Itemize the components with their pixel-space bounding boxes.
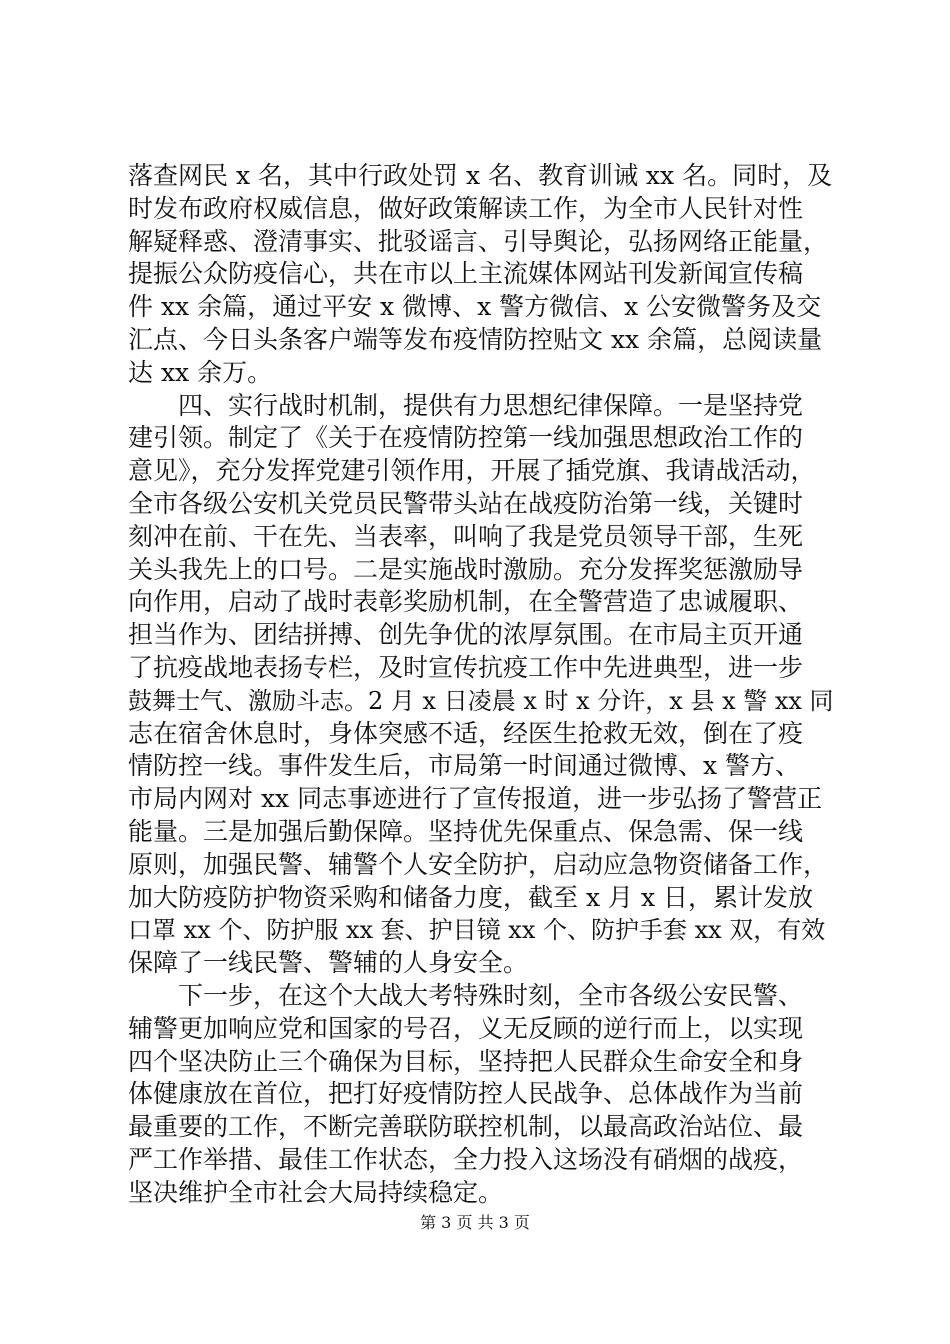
text-line: 了抗疫战地表扬专栏，及时宣传抗疫工作中先进典型，进一步 (128, 652, 804, 682)
text-line: 加大防疫防护物资采购和储备力度，截至 x 月 x 日，累计发放 (128, 882, 813, 912)
text-line: 严工作举措、最佳工作状态，全力投入这场没有硝烟的战疫， (128, 1144, 804, 1174)
text-line: 向作用，启动了战时表彰奖励机制，在全警营造了忠诚履职、 (128, 587, 804, 617)
text-line: 担当作为、团结拼搏、创先争优的浓厚氛围。在市局主页开通 (128, 620, 804, 650)
text-line: 市局内网对 xx 同志事迹进行了宣传报道，进一步弘扬了警营正 (128, 784, 823, 814)
text-line: 下一步，在这个大战大考特殊时刻，全市各级公安民警、 (128, 980, 804, 1010)
text-line: 件 xx 余篇，通过平安 x 微博、x 警方微信、x 公安微警务及交 (128, 292, 822, 322)
text-line: 达 xx 余万。 (128, 357, 273, 387)
text-line: 全市各级公安机关党员民警带头站在战疫防治第一线，关键时 (128, 488, 804, 518)
document-body (128, 160, 838, 1210)
page-footer: 第 3 页 共 3 页 (420, 1213, 530, 1232)
text-line: 志在宿舍休息时，身体突感不适，经医生抢救无效，倒在了疫 (128, 718, 804, 748)
text-line: 时发布政府权威信息，做好政策解读工作，为全市人民针对性 (128, 193, 804, 223)
text-line: 刻冲在前、干在先、当表率，叫响了我是党员领导干部，生死 (128, 521, 804, 551)
text-line: 最重要的工作，不断完善联防联控机制，以最高政治站位、最 (128, 1112, 804, 1142)
text-line: 解疑释惑、澄清事实、批驳谣言、引导舆论，弘扬网络正能量， (128, 226, 829, 256)
text-line: 意见》，充分发挥党建引领作用，开展了插党旗、我请战活动， (128, 456, 816, 486)
text-line: 能量。三是加强后勤保障。坚持优先保重点、保急需、保一线 (128, 816, 804, 846)
text-line: 鼓舞士气、激励斗志。2 月 x 日凌晨 x 时 x 分许，x 县 x 警 xx 同 (128, 686, 834, 715)
text-line: 四个坚决防止三个确保为目标，坚持把人民群众生命安全和身 (128, 1046, 804, 1076)
text-line: 体健康放在首位，把打好疫情防控人民战争、总体战作为当前 (128, 1079, 804, 1109)
text-line: 落查网民 x 名，其中行政处罚 x 名、教育训诫 xx 名。同时，及 (128, 161, 833, 190)
text-line: 坚决维护全市社会大局持续稳定。 (128, 1177, 504, 1207)
text-line: 情防控一线。事件发生后，市局第一时间通过微博、x 警方、 (128, 751, 801, 781)
text-line: 提振公众防疫信心，共在市以上主流媒体网站刊发新闻宣传稿 (128, 259, 804, 289)
text-line: 建引领。制定了《关于在疫情防控第一线加强思想政治工作的 (128, 423, 804, 453)
text-line: 原则，加强民警、辅警个人安全防护，启动应急物资储备工作， (128, 849, 829, 879)
text-line: 四、实行战时机制，提供有力思想纪律保障。一是坚持党 (128, 390, 804, 420)
text-line: 关头我先上的口号。二是实施战时激励。充分发挥奖惩激励导 (128, 554, 804, 584)
text-line: 口罩 xx 个、防护服 xx 套、护目镜 xx 个、防护手套 xx 双，有效 (128, 916, 826, 945)
text-line: 保障了一线民警、警辅的人身安全。 (128, 948, 529, 978)
text-line: 汇点、今日头条客户端等发布疫情防控贴文 xx 余篇，总阅读量 (128, 324, 823, 354)
text-line: 辅警更加响应党和国家的号召，义无反顾的逆行而上，以实现 (128, 1013, 804, 1043)
